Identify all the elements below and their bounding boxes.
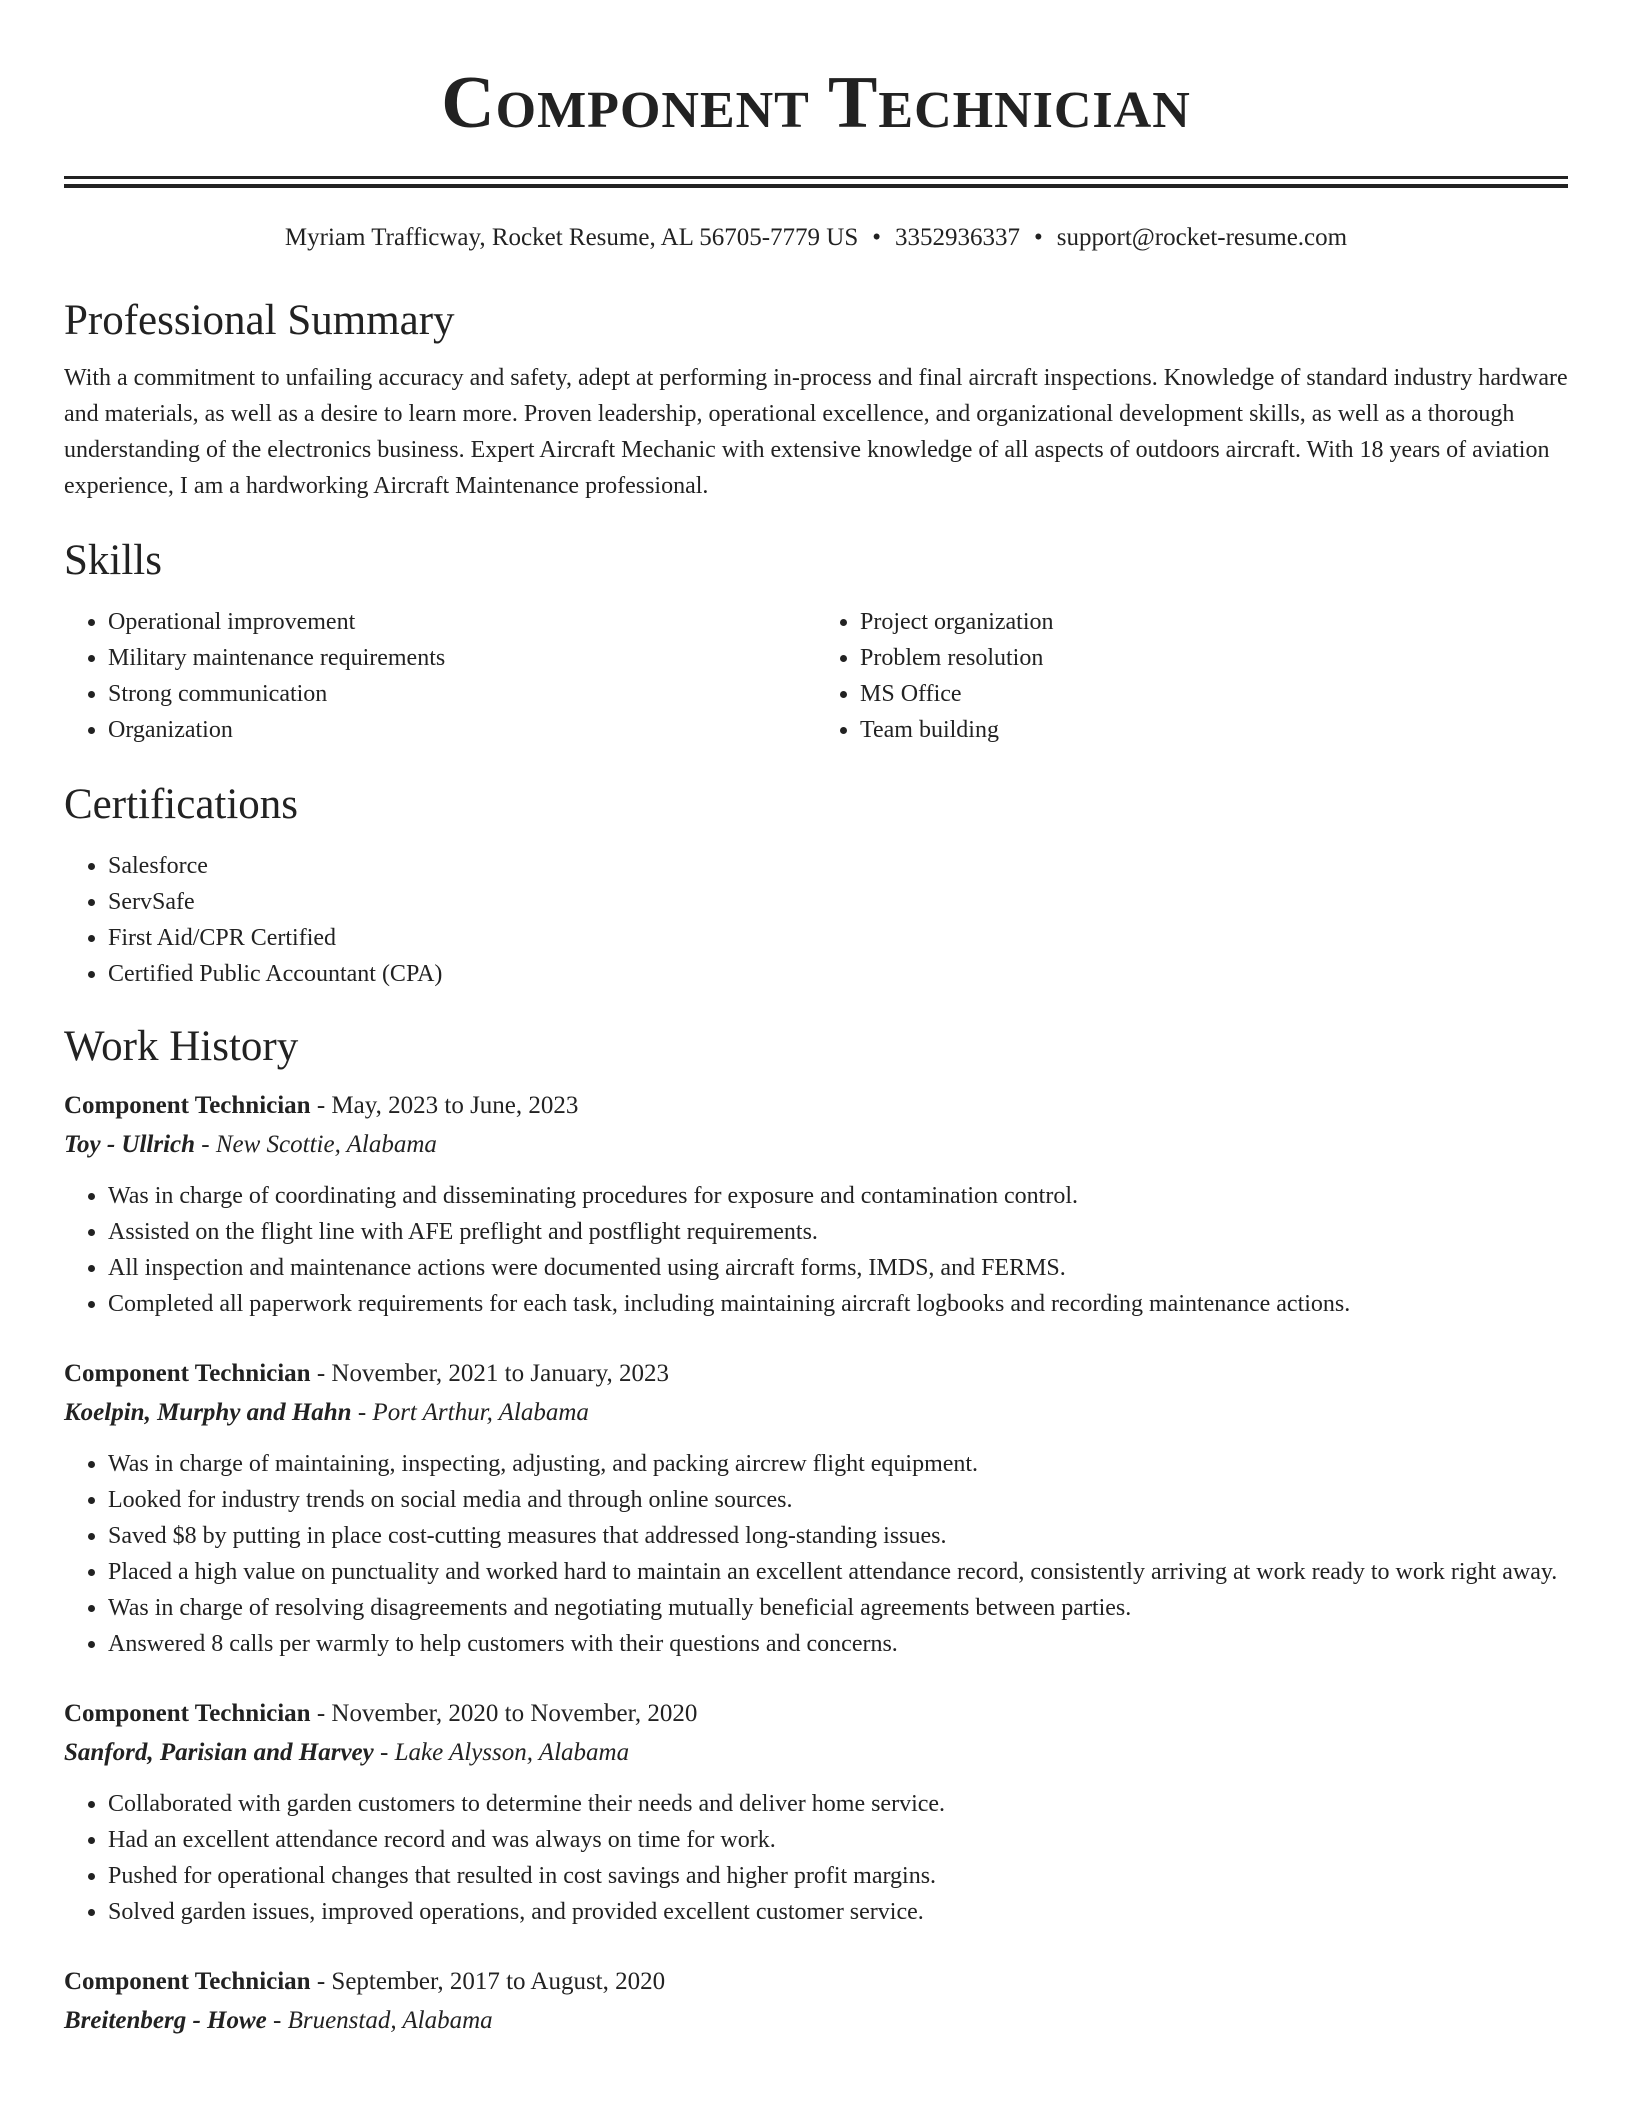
- summary-heading: Professional Summary: [64, 297, 455, 344]
- job-title-line: [64, 1354, 1568, 1394]
- skills-list-right: [816, 604, 1568, 748]
- skill-item: • Military maintenance requirements: [108, 640, 816, 676]
- job-company-line: [64, 1394, 1568, 1432]
- resume-name: Component Technician: [441, 62, 1191, 144]
- job-title-line: [64, 1694, 1568, 1734]
- job-title-line: [64, 1086, 1568, 1126]
- job-bullets: [64, 1446, 1568, 1662]
- skill-item: • MS Office: [860, 676, 1568, 712]
- skill-item: • Problem resolution: [860, 640, 1568, 676]
- summary-text: With a commitment to unfailing accuracy and safety, adept at performing in-process and final aircraft inspections. Knowledge of standard industry hardware and materials, as well as a desire to learn more. Proven leadership, operational excellence, and organizational development skills, as well as a thorough understanding of the electronics business. Expert Aircraft Mechanic with extensive knowledge of all aspects of outdoors aircraft. With 18 years of aviation experience, I am a hardworking Aircraft Maintenance professional.: [64, 365, 1568, 499]
- job-bullet: • Saved $8 by putting in place cost-cutting measures that addressed long-standing issues.: [108, 1518, 1568, 1554]
- job-dates: - November, 2020 to November, 2020: [310, 1700, 698, 1727]
- contact-email: support@rocket-resume.com: [1056, 224, 1348, 251]
- job-location: - Port Arthur, Alabama: [351, 1399, 589, 1426]
- job-entry: [64, 1354, 1568, 1662]
- contact-address: Myriam Trafficway, Rocket Resume, AL 56705-7779 US: [284, 224, 859, 251]
- job-bullet: • All inspection and maintenance actions were documented using aircraft forms, IMDS, and FERMS.: [108, 1250, 1568, 1286]
- certifications-heading: Certifications: [64, 781, 299, 828]
- job-company: Toy - Ullrich: [64, 1131, 196, 1158]
- job-bullet: • Looked for industry trends on social media and through online sources.: [108, 1482, 1568, 1518]
- certification-item: • Certified Public Accountant (CPA): [108, 956, 1568, 992]
- certification-item: • Salesforce: [108, 848, 1568, 884]
- job-company-line: [64, 1126, 1568, 1164]
- job-location: - New Scottie, Alabama: [195, 1131, 437, 1158]
- skill-item: • Team building: [860, 712, 1568, 748]
- job-dates: - November, 2021 to January, 2023: [310, 1360, 670, 1387]
- certification-item: • ServSafe: [108, 884, 1568, 920]
- job-location: - Bruenstad, Alabama: [266, 2007, 493, 2034]
- skill-item: • Project organization: [860, 604, 1568, 640]
- job-title: Component Technician: [64, 1968, 311, 1995]
- job-company: Breitenberg - Howe: [64, 2007, 267, 2034]
- certifications-list: [64, 848, 1568, 992]
- job-bullets: [64, 1178, 1568, 1322]
- job-company-line: [64, 2002, 1568, 2040]
- header-divider: [64, 176, 1568, 188]
- job-bullet: • Collaborated with garden customers to determine their needs and deliver home service.: [108, 1786, 1568, 1822]
- job-bullet: • Completed all paperwork requirements for each task, including maintaining aircraft logbooks and recording maintenance actions.: [108, 1286, 1568, 1322]
- job-bullet: • Assisted on the flight line with AFE preflight and postflight requirements.: [108, 1214, 1568, 1250]
- job-dates: - May, 2023 to June, 2023: [310, 1092, 579, 1119]
- job-title: Component Technician: [64, 1700, 311, 1727]
- skill-item: • Strong communication: [108, 676, 816, 712]
- work-history-heading: Work History: [64, 1023, 299, 1070]
- contact-separator: •: [872, 224, 882, 251]
- skill-item: • Organization: [108, 712, 816, 748]
- job-entry: [64, 1962, 1568, 2040]
- job-company: Sanford, Parisian and Harvey: [64, 1739, 374, 1766]
- job-bullet: • Placed a high value on punctuality and worked hard to maintain an excellent attendance record, consistently arriving at work ready to work right away.: [108, 1554, 1568, 1590]
- job-bullet: • Pushed for operational changes that resulted in cost savings and higher profit margins.: [108, 1858, 1568, 1894]
- job-company-line: [64, 1734, 1568, 1772]
- job-entry: [64, 1086, 1568, 1322]
- job-bullet: • Was in charge of coordinating and disseminating procedures for exposure and contamination control.: [108, 1178, 1568, 1214]
- job-title: Component Technician: [64, 1092, 311, 1119]
- job-entry: [64, 1694, 1568, 1930]
- contact-phone: 3352936337: [895, 224, 1021, 251]
- skills-list-left: [64, 604, 816, 748]
- job-bullet: • Had an excellent attendance record and was always on time for work.: [108, 1822, 1568, 1858]
- skills-heading: Skills: [64, 537, 162, 584]
- skills-columns: [64, 604, 1568, 748]
- job-bullet: • Was in charge of maintaining, inspecting, adjusting, and packing aircrew flight equipment.: [108, 1446, 1568, 1482]
- certification-item: • First Aid/CPR Certified: [108, 920, 1568, 956]
- job-company: Koelpin, Murphy and Hahn: [64, 1399, 352, 1426]
- job-bullets: [64, 1786, 1568, 1930]
- job-title-line: [64, 1962, 1568, 2002]
- contact-separator: •: [1034, 224, 1043, 251]
- job-bullet: • Answered 8 calls per warmly to help customers with their questions and concerns.: [108, 1626, 1568, 1662]
- job-bullet: • Solved garden issues, improved operations, and provided excellent customer service.: [108, 1894, 1568, 1930]
- contact-line: [64, 222, 1568, 254]
- job-title: Component Technician: [64, 1360, 311, 1387]
- skill-item: • Operational improvement: [108, 604, 816, 640]
- job-dates: - September, 2017 to August, 2020: [310, 1968, 666, 1995]
- job-bullet: • Was in charge of resolving disagreements and negotiating mutually beneficial agreements between parties.: [108, 1590, 1568, 1626]
- job-location: - Lake Alysson, Alabama: [373, 1739, 630, 1766]
